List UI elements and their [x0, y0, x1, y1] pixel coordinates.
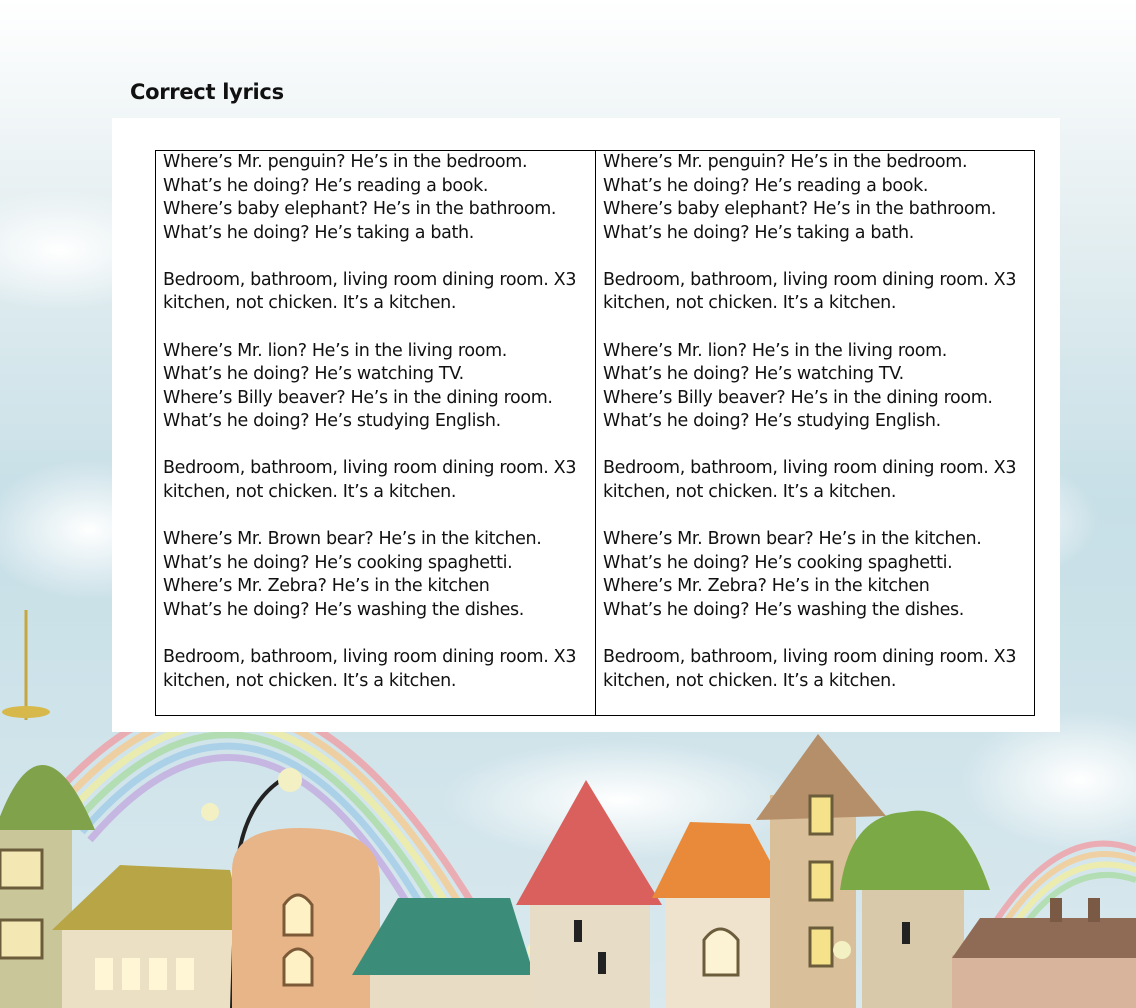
lyric-line: kitchen, not chicken. It’s a kitchen.	[603, 670, 897, 691]
lyric-line: What’s he doing? He’s taking a bath.	[603, 222, 914, 243]
lyrics-stanza	[603, 528, 1034, 622]
lyric-line: What’s he doing? He’s washing the dishes.	[163, 599, 524, 620]
lyric-line: kitchen, not chicken. It’s a kitchen.	[163, 670, 457, 691]
lyric-line: Bedroom, bathroom, living room dining room. X3	[603, 269, 1017, 290]
lyric-line: Where’s Mr. lion? He’s in the living room.	[163, 340, 507, 361]
lyric-line: What’s he doing? He’s watching TV.	[603, 364, 904, 385]
lyric-line: Bedroom, bathroom, living room dining room. X3	[163, 458, 577, 479]
lyric-line: Bedroom, bathroom, living room dining room. X3	[163, 647, 577, 667]
lyric-line: What’s he doing? He’s cooking spaghetti.	[163, 552, 513, 573]
lyric-line: Where’s Mr. penguin? He’s in the bedroom.	[603, 152, 968, 172]
lyrics-stanza	[163, 269, 595, 316]
lyric-line: kitchen, not chicken. It’s a kitchen.	[163, 293, 457, 314]
lyrics-column-right	[595, 151, 1034, 715]
lyric-line: Where’s Billy beaver? He’s in the dining room.	[163, 387, 553, 408]
lyric-line: What’s he doing? He’s studying English.	[603, 411, 941, 432]
lyrics-stanza	[603, 340, 1034, 434]
lyric-line: What’s he doing? He’s washing the dishes.	[603, 599, 964, 620]
lyric-line: What’s he doing? He’s reading a book.	[163, 175, 489, 196]
lyric-line: Where’s Mr. penguin? He’s in the bedroom.	[163, 152, 528, 172]
lyrics-stanza	[163, 646, 595, 693]
lyric-line: kitchen, not chicken. It’s a kitchen.	[163, 482, 457, 503]
page-title: Correct lyrics	[130, 80, 284, 104]
lyrics-column-left	[156, 151, 595, 715]
lyric-line: Where’s Mr. Zebra? He’s in the kitchen	[163, 576, 490, 597]
lyric-line: What’s he doing? He’s watching TV.	[163, 364, 464, 385]
lyric-line: kitchen, not chicken. It’s a kitchen.	[603, 482, 897, 503]
lyric-line: Where’s Mr. Brown bear? He’s in the kitchen.	[603, 529, 982, 550]
lyric-line: Where’s Mr. Zebra? He’s in the kitchen	[603, 576, 930, 597]
lyric-line: What’s he doing? He’s cooking spaghetti.	[603, 552, 953, 573]
lyric-line: What’s he doing? He’s taking a bath.	[163, 222, 474, 243]
lyrics-stanza	[603, 269, 1034, 316]
lyrics-table	[155, 150, 1035, 716]
lyrics-stanza	[163, 151, 595, 245]
lyric-line: Bedroom, bathroom, living room dining room. X3	[603, 647, 1017, 667]
lyric-line: kitchen, not chicken. It’s a kitchen.	[603, 293, 897, 314]
lyric-line: Bedroom, bathroom, living room dining room. X3	[163, 269, 577, 290]
lyrics-stanza	[603, 151, 1034, 245]
lyric-line: Where’s Billy beaver? He’s in the dining room.	[603, 387, 993, 408]
lyric-line: What’s he doing? He’s reading a book.	[603, 175, 929, 196]
lyrics-stanza	[163, 528, 595, 622]
lyrics-stanza	[603, 646, 1034, 693]
lyric-line: Where’s Mr. lion? He’s in the living room.	[603, 340, 947, 361]
lyric-line: Where’s baby elephant? He’s in the bathroom.	[163, 199, 557, 220]
lyrics-stanza	[603, 457, 1034, 504]
lyrics-stanza	[163, 340, 595, 434]
lyric-line: What’s he doing? He’s studying English.	[163, 411, 501, 432]
lyrics-stanza	[163, 457, 595, 504]
lyric-line: Where’s baby elephant? He’s in the bathroom.	[603, 199, 997, 220]
lyric-line: Bedroom, bathroom, living room dining room. X3	[603, 458, 1017, 479]
lyric-line: Where’s Mr. Brown bear? He’s in the kitchen.	[163, 529, 542, 550]
